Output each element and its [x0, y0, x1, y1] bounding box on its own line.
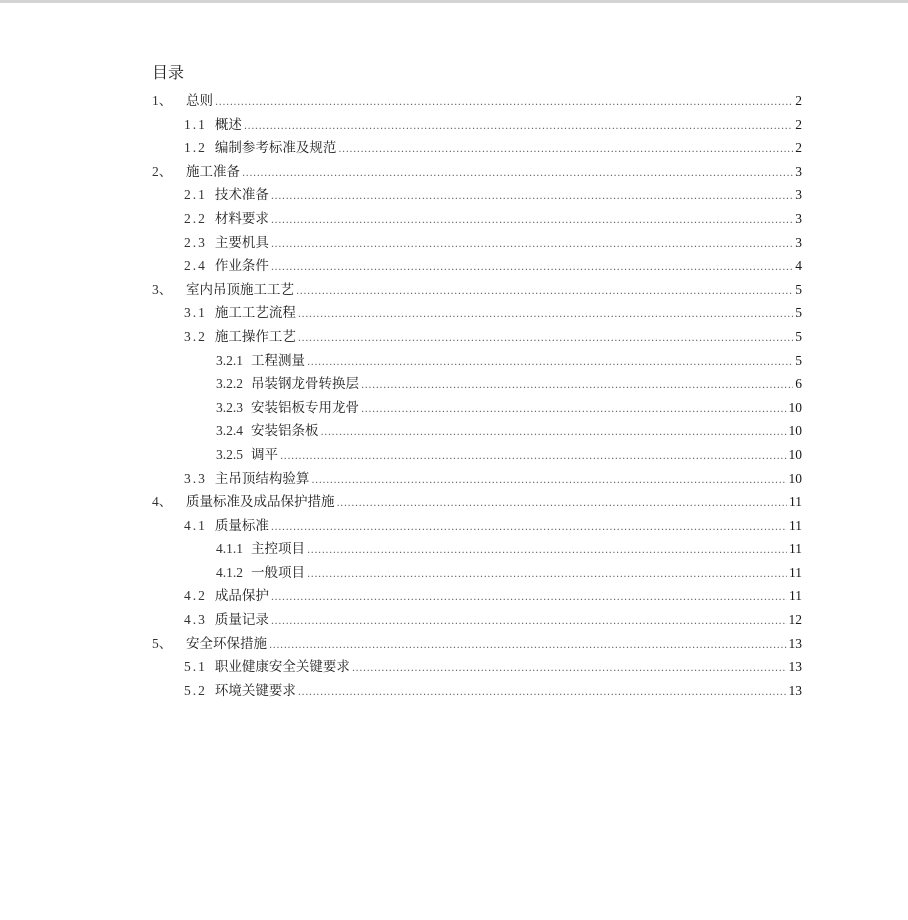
toc-entry-number: 3、 — [152, 281, 173, 297]
toc-entry-title: 职业健康安全关键要求 — [214, 659, 350, 676]
toc-entry-title: 质量标准及成品保护措施 — [186, 494, 335, 511]
toc-dot-leader — [361, 374, 793, 398]
toc-entry-number: 3.2.5 — [216, 446, 243, 462]
toc-entry[interactable] — [152, 561, 802, 585]
toc-entry[interactable] — [152, 419, 802, 443]
toc-entry-number: 4.2 — [184, 588, 207, 604]
toc-entry-number: 2.1 — [184, 187, 207, 203]
toc-entry[interactable] — [152, 136, 802, 160]
toc-entry-page-number: 10 — [788, 399, 802, 415]
toc-entry-page-number: 10 — [788, 423, 802, 439]
toc-entry-title: 技术准备 — [214, 187, 269, 204]
toc-entry-page-number: 5 — [795, 328, 802, 344]
toc-entry[interactable] — [152, 537, 802, 561]
toc-entry[interactable] — [152, 89, 802, 113]
toc-entry[interactable] — [152, 584, 802, 608]
toc-entry[interactable] — [152, 231, 802, 255]
toc-entry-page-number: 4 — [795, 258, 802, 274]
toc-entry-page-number: 13 — [788, 635, 802, 651]
toc-entry-title: 工程测量 — [251, 352, 305, 369]
toc-entry-page-number: 11 — [789, 541, 802, 557]
toc-entry-number: 1、 — [152, 93, 173, 108]
toc-entry-title: 作业条件 — [214, 258, 269, 275]
toc-entry[interactable] — [152, 490, 802, 514]
toc-dot-leader — [271, 233, 793, 257]
toc-entry[interactable] — [152, 301, 802, 325]
toc-entry-title: 一般项目 — [251, 564, 305, 581]
toc-entry[interactable] — [152, 467, 802, 491]
toc-entry-title: 施工准备 — [186, 163, 240, 180]
toc-entry-number: 4.1 — [184, 517, 207, 533]
toc-dot-leader — [361, 398, 787, 422]
toc-entry[interactable] — [152, 349, 802, 373]
table-of-contents — [152, 89, 802, 702]
toc-dot-leader — [352, 657, 787, 681]
toc-entry-page-number: 3 — [795, 187, 802, 203]
toc-entry-number: 5.2 — [184, 682, 207, 698]
toc-entry-title: 室内吊顶施工工艺 — [186, 281, 294, 298]
toc-entry-number: 3.1 — [184, 305, 207, 321]
toc-entry[interactable] — [152, 160, 802, 184]
toc-entry[interactable] — [152, 396, 802, 420]
toc-entry-page-number: 2 — [795, 116, 802, 132]
toc-dot-leader — [321, 421, 787, 445]
toc-entry[interactable] — [152, 254, 802, 278]
toc-entry-page-number: 12 — [788, 612, 802, 628]
toc-entry-title: 环境关键要求 — [214, 682, 296, 699]
toc-entry-page-number: 2 — [795, 93, 802, 108]
toc-entry-title: 施工工艺流程 — [214, 305, 296, 322]
toc-dot-leader — [311, 469, 786, 493]
toc-entry-title: 安装铝板专用龙骨 — [251, 399, 359, 416]
toc-dot-leader — [271, 610, 787, 634]
toc-entry-number: 4.1.2 — [216, 564, 243, 580]
toc-entry-page-number: 11 — [789, 564, 802, 580]
toc-entry-number: 3.2.2 — [216, 376, 243, 392]
toc-entry-number: 2.4 — [184, 258, 207, 274]
toc-entry-title: 成品保护 — [214, 588, 269, 605]
toc-entry-title: 调平 — [251, 446, 278, 463]
toc-dot-leader — [271, 256, 793, 280]
toc-dot-leader — [298, 327, 793, 351]
toc-entry-number: 3.2.4 — [216, 423, 243, 439]
toc-entry-page-number: 11 — [789, 588, 802, 604]
toc-entry-page-number: 10 — [788, 446, 802, 462]
toc-entry-number: 4.1.1 — [216, 541, 243, 557]
toc-entry-title: 材料要求 — [214, 210, 269, 227]
toc-entry-number: 5、 — [152, 635, 173, 651]
toc-entry[interactable] — [152, 278, 802, 302]
toc-entry-page-number: 11 — [789, 517, 802, 533]
toc-dot-leader — [242, 162, 793, 186]
toc-entry-number: 1.2 — [184, 140, 207, 156]
toc-entry-number: 1.1 — [184, 116, 207, 132]
toc-entry[interactable] — [152, 207, 802, 231]
toc-entry-number: 2.2 — [184, 210, 207, 226]
toc-entry-title: 质量记录 — [214, 612, 269, 629]
toc-dot-leader — [307, 563, 787, 587]
toc-entry-number: 3.2.1 — [216, 352, 243, 368]
toc-entry-number: 3.3 — [184, 470, 207, 486]
toc-entry[interactable] — [152, 325, 802, 349]
toc-entry[interactable] — [152, 443, 802, 467]
toc-dot-leader — [271, 586, 787, 610]
toc-dot-leader — [271, 185, 793, 209]
toc-entry[interactable] — [152, 113, 802, 137]
toc-entry-number: 4、 — [152, 494, 173, 510]
toc-dot-leader — [215, 91, 793, 115]
toc-dot-leader — [269, 634, 787, 658]
toc-entry-page-number: 3 — [795, 163, 802, 179]
toc-entry-page-number: 6 — [795, 376, 802, 392]
toc-dot-leader — [337, 492, 788, 516]
toc-entry-number: 4.3 — [184, 612, 207, 628]
toc-entry-title: 质量标准 — [214, 517, 269, 534]
toc-entry-title: 安装铝条板 — [251, 423, 319, 440]
toc-entry-number: 3.2 — [184, 328, 207, 344]
toc-entry-page-number: 5 — [795, 305, 802, 321]
toc-dot-leader — [338, 138, 793, 162]
toc-entry[interactable] — [152, 608, 802, 632]
toc-entry-number: 2、 — [152, 163, 173, 179]
toc-entry-page-number: 13 — [788, 659, 802, 675]
toc-dot-leader — [271, 516, 787, 540]
toc-entry-page-number: 13 — [788, 682, 802, 698]
toc-entry-number: 3.2.3 — [216, 399, 243, 415]
toc-dot-leader — [298, 681, 787, 705]
toc-entry-title: 主控项目 — [251, 541, 305, 558]
toc-entry[interactable] — [152, 632, 802, 656]
toc-entry-number: 2.3 — [184, 234, 207, 250]
toc-entry[interactable] — [152, 655, 802, 679]
toc-entry-title: 编制参考标准及规范 — [214, 140, 337, 157]
toc-entry-page-number: 3 — [795, 234, 802, 250]
toc-dot-leader — [244, 115, 793, 139]
toc-dot-leader — [280, 445, 787, 469]
toc-entry-title: 主吊顶结构验算 — [214, 470, 310, 487]
toc-entry-title: 概述 — [214, 116, 242, 133]
toc-dot-leader — [298, 303, 793, 327]
toc-entry-page-number: 2 — [795, 140, 802, 156]
toc-entry[interactable] — [152, 372, 802, 396]
toc-entry-number: 5.1 — [184, 659, 207, 675]
toc-entry-title: 施工操作工艺 — [214, 328, 296, 345]
toc-entry-page-number: 10 — [788, 470, 802, 486]
toc-dot-leader — [271, 209, 793, 233]
toc-entry-page-number: 11 — [789, 494, 802, 510]
toc-entry-page-number: 5 — [795, 352, 802, 368]
toc-dot-leader — [307, 351, 793, 375]
toc-entry-title: 总则 — [186, 93, 213, 109]
toc-dot-leader — [296, 280, 793, 304]
toc-entry-title: 主要机具 — [214, 234, 269, 251]
toc-title: 目录 — [152, 63, 185, 82]
toc-entry[interactable] — [152, 514, 802, 538]
toc-dot-leader — [307, 539, 787, 563]
toc-entry-title: 安全环保措施 — [186, 635, 267, 652]
toc-entry[interactable] — [152, 679, 802, 703]
toc-entry-page-number: 5 — [795, 281, 802, 297]
toc-entry-title: 吊装钢龙骨转换层 — [251, 376, 359, 393]
toc-entry-page-number: 3 — [795, 210, 802, 226]
toc-entry[interactable] — [152, 183, 802, 207]
